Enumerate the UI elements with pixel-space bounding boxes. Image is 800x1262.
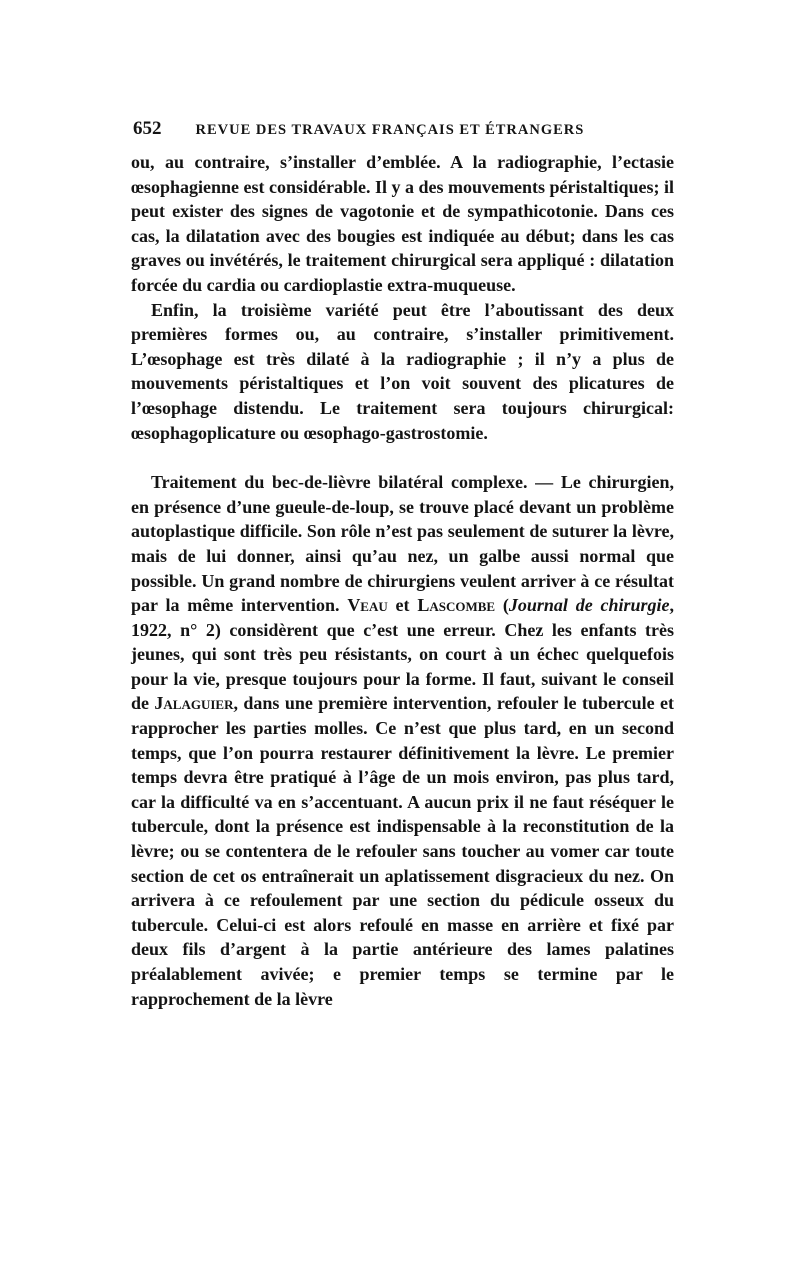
- citation-open: (: [495, 595, 509, 616]
- running-head: [133, 118, 673, 140]
- author-lascombe: Lascombe: [417, 595, 496, 616]
- section-text-3: , dans une première intervention, refouler le tubercule et rapprocher les parties molles. Ce n’est que plus tard, en un second temps, que l’on pourra restaurer définitivement la lèvre. Le premier temps devra être pratiqué à l’âge de un mois environ, pas plus tard, car la difficulté va en s’accentuant. A aucun prix il ne faut réséquer le tubercule, dont la présence est indispensable à la reconstitution de la lèvre; ou se contentera de le refouler sans toucher au vomer car toute section de cet os entraînerait un aplatissement disgracieux du nez. On arrivera à ce refoulement par une section du pédicule osseux du tubercule. Celui-ci est alors refoulé en masse en arrière et fixé par deux fils d’argent à la partie antérieure des lames palatines préalablement avivée; e premier temps se termine par le rapprochement de la lèvre: [131, 693, 674, 1009]
- section-text-1: Le chirurgien, en présence d’une gueule-de-loup, se trouve placé devant un problème autoplastique difficile. Son rôle n’est pas seulement de suturer la lèvre, mais de lui donner, ainsi qu’au nez, un galbe aussi normal que possible. Un grand nombre de chirurgiens veulent arriver à ce résultat par la même intervention.: [131, 472, 674, 616]
- and-word: et: [387, 595, 418, 616]
- author-jalaguier: Jalaguier: [154, 693, 234, 714]
- author-veau: Veau: [347, 595, 388, 616]
- citation-rest: , 1922, n° 2): [131, 595, 675, 640]
- title-dash: —: [527, 472, 561, 493]
- section-bec-de-lievre: [131, 470, 674, 1011]
- body-text: [131, 150, 674, 1011]
- paragraph-third-variety: Enfin, la troisième variété peut être l’aboutissant des deux premières formes ou, au contraire, s’installer primitivement. L’œsophage est très dilaté à la radiographie ; il n’y a plus de mouvements péristaltiques et l’on voit souvent des plicatures de l’œsophage distendu. Le traitement sera toujours chirurgical: œsophagoplicature ou œsophago-gastrostomie.: [131, 299, 674, 443]
- paragraph-continued: ou, au contraire, s’installer d’emblée. A la radiographie, l’ectasie œsophagienne est considérable. Il y a des mouvements péristaltiques; il peut exister des signes de vagotonie et de sympathicotonie. Dans ces cas, la dilatation avec des bougies est indiquée au début; dans les cas graves ou invétérés, le traitement chirurgical sera appliqué : dilatation forcée du cardia ou cardioplastie extra-muqueuse.: [131, 152, 675, 295]
- page-number: 652: [133, 118, 162, 139]
- journal-title: REVUE DES TRAVAUX FRANÇAIS ET ÉTRANGERS: [195, 122, 585, 138]
- section-text-2: considèrent que c’est une erreur. Chez les enfants très jeunes, qui sont très peu résistants, on court à un échec quelquefois pour la vie, presque toujours pour la forme. Il faut, suivant le conseil de: [131, 619, 674, 714]
- section-title: Traitement du bec-de-lièvre bilatéral complexe.: [151, 472, 528, 493]
- journal-reference: Journal de chirurgie: [508, 595, 670, 616]
